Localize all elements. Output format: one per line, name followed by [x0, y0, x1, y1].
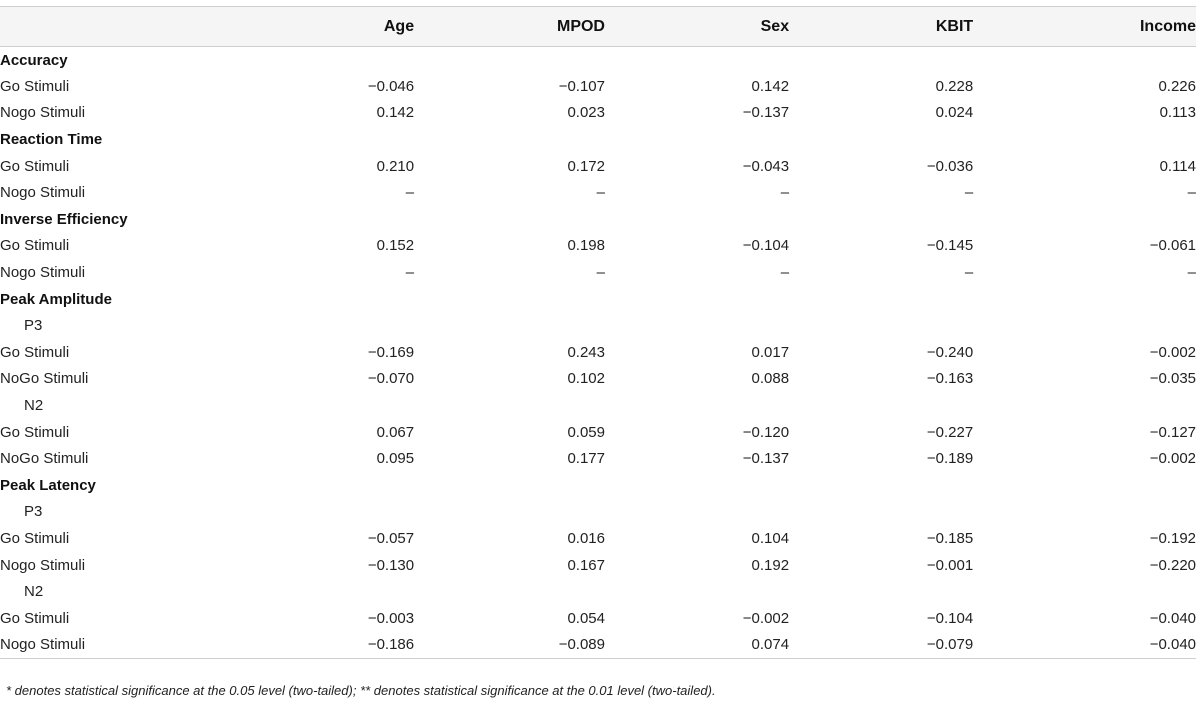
header-age: Age	[230, 7, 414, 47]
cell-kbit	[789, 312, 973, 339]
cell-mpod: 0.198	[567, 237, 605, 255]
table-row	[0, 445, 1196, 472]
section-label: Inverse Efficiency	[0, 210, 128, 228]
cell-mpod: 0.059	[567, 423, 605, 441]
cell-mpod: −0.107	[558, 77, 605, 95]
cell-sex	[605, 499, 789, 526]
cell-sex: 0.192	[751, 556, 790, 574]
cell-age	[230, 472, 414, 499]
cell-sex: −0.137	[742, 450, 790, 468]
cell-sex: 0.074	[605, 632, 789, 659]
table-row	[0, 179, 1196, 206]
row-label: Nogo Stimuli	[0, 104, 86, 122]
cell-income	[973, 499, 1196, 526]
cell-age: 0.095	[376, 450, 415, 468]
header-mpod: MPOD	[414, 7, 605, 47]
cell-age	[230, 126, 414, 153]
cell-sex: −0.043	[742, 157, 790, 175]
cell-age: −0.046	[367, 77, 415, 95]
cell-sex	[605, 312, 789, 339]
cell-kbit	[789, 206, 973, 233]
cell-kbit: −0.079	[789, 632, 973, 659]
section-row	[0, 206, 1196, 233]
cell-age: –	[405, 264, 415, 282]
table-body	[0, 47, 1196, 659]
cell-kbit	[789, 499, 973, 526]
cell-mpod: 0.102	[567, 370, 605, 388]
cell-income: 0.114	[1159, 157, 1196, 175]
correlation-table	[0, 6, 1196, 659]
cell-mpod: 0.023	[567, 104, 605, 122]
table-header-row	[0, 7, 1196, 47]
cell-income: −0.040	[973, 632, 1196, 659]
cell-income: −0.040	[1149, 609, 1196, 627]
cell-age	[230, 206, 414, 233]
section-label: Accuracy	[0, 51, 68, 69]
cell-kbit: −0.189	[926, 450, 974, 468]
cell-income	[973, 126, 1196, 153]
subsection-row	[0, 392, 1196, 419]
row-label: Go Stimuli	[0, 343, 70, 361]
table-row	[0, 419, 1196, 446]
section-row	[0, 472, 1196, 499]
row-label: Go Stimuli	[0, 529, 70, 547]
header-blank	[0, 7, 230, 47]
cell-mpod: 0.243	[567, 343, 605, 361]
cell-sex	[605, 47, 789, 74]
cell-mpod	[414, 47, 605, 74]
cell-kbit	[789, 47, 973, 74]
cell-sex: −0.137	[742, 104, 790, 122]
cell-mpod	[414, 126, 605, 153]
cell-age: 0.067	[376, 423, 415, 441]
cell-age	[230, 286, 414, 313]
subsection-label: N2	[24, 583, 44, 601]
cell-kbit: −0.240	[926, 343, 974, 361]
cell-sex	[605, 472, 789, 499]
row-label: Nogo Stimuli	[0, 184, 86, 202]
cell-sex: 0.088	[751, 370, 790, 388]
cell-kbit: 0.228	[935, 77, 974, 95]
subsection-label: P3	[24, 503, 43, 521]
cell-kbit: −0.163	[926, 370, 974, 388]
cell-sex	[605, 286, 789, 313]
table-row	[0, 632, 1196, 659]
cell-age	[230, 578, 414, 605]
cell-mpod: 0.016	[567, 529, 605, 547]
row-label: Nogo Stimuli	[0, 264, 86, 282]
header-income: Income	[973, 7, 1196, 47]
cell-sex: 0.142	[751, 77, 790, 95]
section-row	[0, 126, 1196, 153]
cell-income	[973, 312, 1196, 339]
cell-mpod	[414, 312, 605, 339]
table-row	[0, 552, 1196, 579]
cell-kbit	[789, 126, 973, 153]
header-kbit: KBIT	[789, 7, 973, 47]
row-label: Go Stimuli	[0, 423, 70, 441]
cell-age: 0.142	[376, 104, 415, 122]
cell-sex	[605, 206, 789, 233]
cell-mpod: 0.054	[567, 609, 605, 627]
cell-kbit: −0.227	[926, 423, 974, 441]
table-row	[0, 259, 1196, 286]
cell-age	[230, 47, 414, 74]
cell-kbit: −0.001	[926, 556, 974, 574]
cell-income: −0.220	[1149, 556, 1196, 574]
row-label: Go Stimuli	[0, 77, 70, 95]
cell-sex	[605, 578, 789, 605]
cell-income: –	[1187, 264, 1196, 282]
cell-age	[230, 392, 414, 419]
subsection-row	[0, 499, 1196, 526]
cell-mpod	[414, 392, 605, 419]
cell-mpod: 0.172	[567, 157, 605, 175]
table-footnote: * denotes statistical significance at the 0.05 level (two-tailed); ** denotes statistical significance at the 0.01 level (two-tailed).	[6, 683, 716, 698]
cell-mpod	[414, 286, 605, 313]
row-label: NoGo Stimuli	[0, 450, 89, 468]
cell-age: −0.003	[367, 609, 415, 627]
header-sex: Sex	[605, 7, 789, 47]
cell-income: −0.002	[1149, 343, 1196, 361]
cell-kbit: −0.036	[926, 157, 974, 175]
cell-income: −0.192	[1149, 529, 1196, 547]
cell-sex: –	[780, 264, 790, 282]
section-label: Peak Amplitude	[0, 290, 112, 308]
section-label: Peak Latency	[0, 476, 96, 494]
cell-mpod: –	[596, 184, 605, 202]
cell-sex	[605, 392, 789, 419]
cell-mpod: –	[596, 264, 605, 282]
section-label: Reaction Time	[0, 131, 103, 149]
cell-kbit: −0.104	[926, 609, 974, 627]
table-row	[0, 73, 1196, 100]
cell-kbit: −0.185	[926, 529, 974, 547]
cell-mpod	[414, 472, 605, 499]
section-row	[0, 286, 1196, 313]
cell-age: −0.057	[367, 529, 415, 547]
cell-sex: −0.104	[742, 237, 790, 255]
table-row	[0, 605, 1196, 632]
cell-sex: 0.017	[751, 343, 790, 361]
table-row	[0, 153, 1196, 180]
cell-age: –	[405, 184, 415, 202]
cell-mpod: 0.177	[567, 450, 605, 468]
table-row	[0, 339, 1196, 366]
cell-age	[230, 499, 414, 526]
subsection-row	[0, 312, 1196, 339]
cell-sex: −0.002	[742, 609, 790, 627]
cell-income	[973, 206, 1196, 233]
cell-kbit: –	[964, 184, 974, 202]
subsection-label: P3	[24, 317, 43, 335]
table-row	[0, 100, 1196, 127]
cell-kbit: –	[964, 264, 974, 282]
cell-income: –	[1187, 184, 1196, 202]
cell-sex	[605, 126, 789, 153]
row-label: Go Stimuli	[0, 157, 70, 175]
table-row	[0, 233, 1196, 260]
cell-mpod: −0.089	[414, 632, 605, 659]
cell-kbit	[789, 286, 973, 313]
cell-income: −0.002	[1149, 450, 1196, 468]
cell-mpod: 0.167	[567, 556, 605, 574]
cell-income	[973, 47, 1196, 74]
cell-age	[230, 312, 414, 339]
section-row	[0, 47, 1196, 74]
cell-kbit	[789, 578, 973, 605]
row-label: Go Stimuli	[0, 237, 70, 255]
table-row	[0, 525, 1196, 552]
cell-age: −0.130	[367, 556, 415, 574]
cell-kbit: −0.145	[926, 237, 974, 255]
cell-mpod	[414, 578, 605, 605]
cell-age: −0.169	[367, 343, 415, 361]
cell-mpod	[414, 206, 605, 233]
cell-income	[973, 472, 1196, 499]
subsection-row	[0, 578, 1196, 605]
cell-kbit	[789, 472, 973, 499]
cell-kbit	[789, 392, 973, 419]
cell-income	[973, 392, 1196, 419]
cell-age: −0.186	[230, 632, 414, 659]
cell-age: 0.210	[376, 157, 415, 175]
cell-income: 0.226	[1158, 77, 1196, 95]
cell-age: −0.070	[367, 370, 415, 388]
cell-income: −0.061	[1149, 237, 1196, 255]
subsection-label: N2	[24, 397, 44, 415]
cell-sex: –	[780, 184, 790, 202]
cell-sex: −0.120	[742, 423, 790, 441]
row-label: NoGo Stimuli	[0, 370, 89, 388]
cell-age: 0.152	[376, 237, 415, 255]
cell-income	[973, 578, 1196, 605]
row-label: Nogo Stimuli	[0, 556, 86, 574]
cell-mpod	[414, 499, 605, 526]
cell-income: 0.113	[1159, 104, 1196, 122]
cell-sex: 0.104	[751, 529, 790, 547]
cell-income: −0.127	[1149, 423, 1196, 441]
row-label: Go Stimuli	[0, 609, 70, 627]
cell-kbit: 0.024	[935, 104, 974, 122]
cell-income: −0.035	[1149, 370, 1196, 388]
row-label: Nogo Stimuli	[0, 632, 230, 659]
table-row	[0, 366, 1196, 393]
cell-income	[973, 286, 1196, 313]
